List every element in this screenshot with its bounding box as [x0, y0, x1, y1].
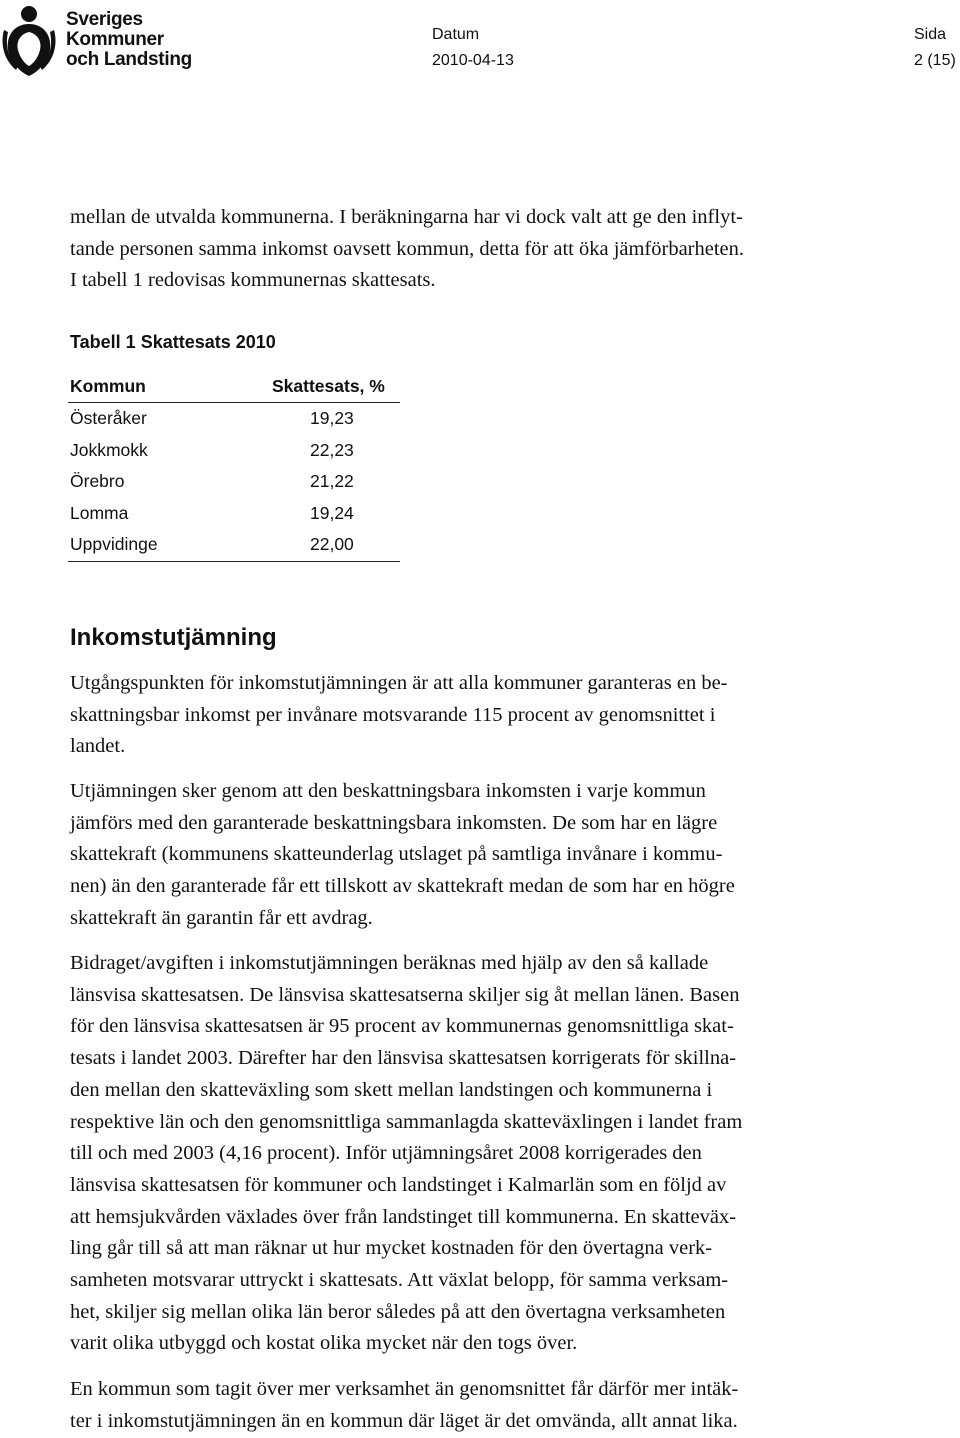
table-row [68, 498, 400, 530]
table-row [68, 466, 400, 498]
text-line: samheten motsvarar uttryckt i skattesats. Att växlat belopp, för samma verksam- [70, 1269, 729, 1292]
text-line: tande personen samma inkomst oavsett kommun, detta för att öka jämförbarheten. [70, 237, 745, 260]
text-line: En kommun som tagit över mer verksamhet än genomsnittet får därför mer intäk- [70, 1378, 739, 1400]
cell-skattesats: 22,00 [310, 534, 354, 555]
cell-skattesats: 21,22 [310, 471, 354, 492]
cell-skattesats: 22,23 [310, 439, 354, 460]
paragraph-3 [70, 948, 910, 1360]
text-line: Bidraget/avgiften i inkomstutjämningen beräknas med hjälp av den så kallade [70, 952, 709, 974]
column-header-skattesats: Skattesats, % [272, 375, 385, 396]
column-header-kommun: Kommun [70, 375, 146, 396]
cell-kommun: Österåker [70, 408, 147, 429]
table-row [68, 529, 400, 562]
text-line: nen) än den garanterade får ett tillskott av skattekraft medan de som har en högre [70, 875, 735, 898]
text-line: ter i inkomstutjämningen än en kommun där läget är det omvända, allt annat lika. [70, 1409, 738, 1432]
tax-rate-table [68, 370, 400, 562]
logo-line-2: Kommuner [66, 29, 164, 50]
cell-kommun: Jokkmokk [70, 439, 148, 460]
text-line: het, skiljer sig mellan olika län beror således på att den övertagna verksamheten [70, 1300, 726, 1323]
logo-wordmark [66, 10, 192, 70]
text-line: ling går till så att man räknar ut hur mycket kostnaden för den övertagna verk- [70, 1237, 713, 1260]
page-number: 2 (15) [914, 52, 956, 69]
table-row [68, 403, 400, 435]
text-line: respektive län och den genomsnittliga sammanlagda skatteväxlingen i landet fram [70, 1110, 743, 1133]
date-label: Datum [432, 26, 480, 43]
cell-skattesats: 19,24 [310, 502, 354, 523]
text-line: varit olika utbyggd och kostat olika mycket när den togs över. [70, 1332, 578, 1355]
text-line: att hemsjukvården växlades över från landstinget till kommunerna. En skatteväx- [70, 1205, 737, 1228]
cell-kommun: Uppvidinge [70, 534, 158, 555]
cell-kommun: Lomma [70, 502, 129, 523]
logo-emblem-head [21, 6, 37, 22]
text-line: jämförs med den garanterade beskattningsbara inkomsten. De som har en lägre [70, 811, 718, 834]
paragraph-2 [70, 776, 910, 935]
text-line: Utgångspunkten för inkomstutjämningen är att alla kommuner garanteras en be- [70, 672, 728, 694]
text-line: I tabell 1 redovisas kommunernas skattesats. [70, 269, 436, 292]
date-value: 2010-04-13 [432, 52, 514, 69]
text-line: mellan de utvalda kommunerna. I beräkningarna har vi dock valt att ge den inflyt- [70, 206, 743, 228]
text-line: Utjämningen sker genom att den beskattningsbara inkomsten i varje kommun [70, 780, 706, 802]
text-line: skattekraft (kommunens skatteunderlag utslaget på samtliga invånare i kommu- [70, 843, 723, 866]
table-caption: Tabell 1 Skattesats 2010 [70, 332, 276, 352]
table-row [68, 435, 400, 467]
paragraph-1 [70, 668, 910, 763]
logo-line-1: Sveriges [66, 9, 143, 30]
section-heading: Inkomstutjämning [70, 624, 277, 651]
table-header-row [68, 370, 400, 403]
logo-line-3: och Landsting [66, 49, 192, 70]
cell-skattesats: 19,23 [310, 408, 354, 429]
paragraph-4 [70, 1374, 910, 1437]
text-line: för den länsvisa skattesatsen är 95 procent av kommunernas genomsnittliga skat- [70, 1015, 734, 1038]
intro-paragraph [70, 202, 910, 297]
cell-kommun: Örebro [70, 471, 125, 492]
text-line: landet. [70, 735, 126, 758]
text-line: skattningsbar inkomst per invånare motsvarande 115 procent av genomsnittet i [70, 703, 716, 726]
text-line: till och med 2003 (4,16 procent). Inför utjämningsåret 2008 korrigerades den [70, 1142, 702, 1165]
text-line: länsvisa skattesatsen. De länsvisa skattesatserna skiljer sig åt mellan länen. Basen [70, 983, 740, 1006]
text-line: länsvisa skattesatsen för kommuner och landstinget i Kalmarlän som en följd av [70, 1173, 727, 1196]
page-label: Sida [914, 26, 947, 43]
text-line: skattekraft än garantin får ett avdrag. [70, 906, 373, 929]
text-line: tesats i landet 2003. Därefter har den länsvisa skattesatsen korrigerats för skillna- [70, 1047, 737, 1070]
text-line: den mellan den skatteväxling som skett mellan landstingen och kommunerna i [70, 1078, 713, 1101]
